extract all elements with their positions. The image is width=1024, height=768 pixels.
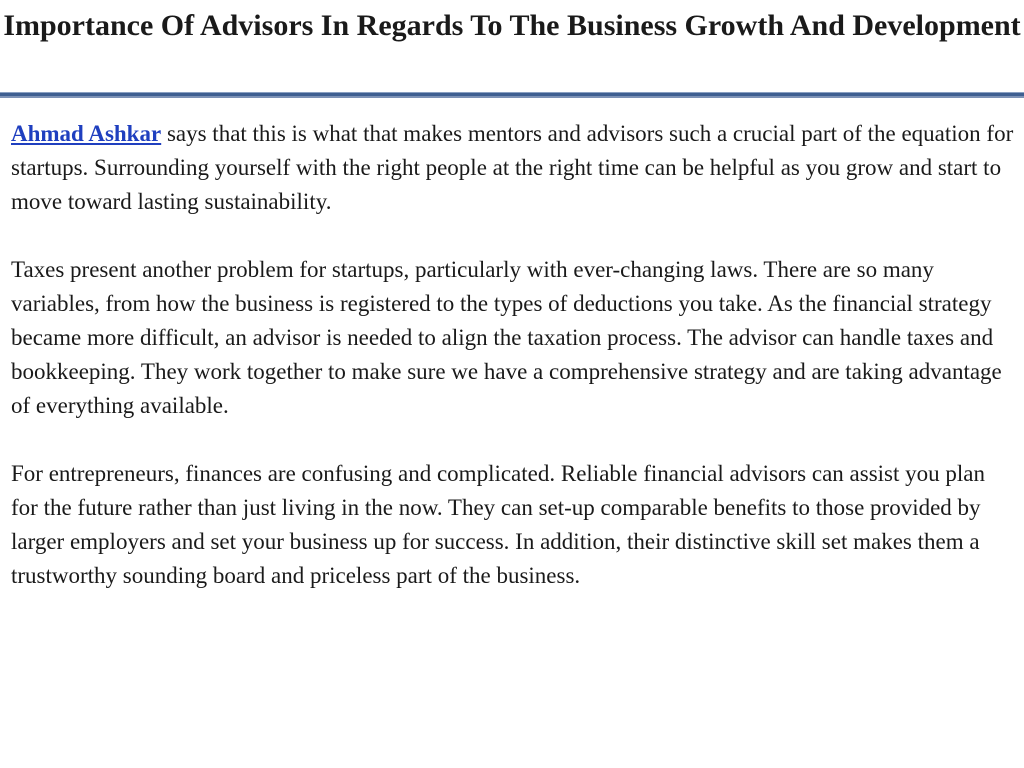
- page-title: Importance Of Advisors In Regards To The Business Growth And Development: [3, 9, 1021, 42]
- paragraph-2: Taxes present another problem for startups, particularly with ever-changing laws. There are so many variables, from how the business is registered to the types of deductions you take. As the financial strategy became more difficult, an advisor is needed to align the taxation process. The advisor can handle taxes and bookkeeping. They work together to make sure we have a comprehensive strategy and are taking advantage of everything available.: [11, 257, 1002, 418]
- slide-body: [11, 117, 1016, 627]
- paragraph-1-text: says that this is what that makes mentors and advisors such a crucial part of the equation for startups. Surrounding yourself with the right people at the right time can be helpful as you grow and start to move toward lasting sustainability.: [11, 121, 1014, 214]
- paragraph-3: For entrepreneurs, finances are confusing and complicated. Reliable financial advisors can assist you plan for the future rather than just living in the now. They can set-up comparable benefits to those provided by larger employers and set your business up for success. In addition, their distinctive skill set makes them a trustworthy sounding board and priceless part of the business.: [11, 461, 985, 588]
- author-link[interactable]: Ahmad Ashkar: [11, 121, 162, 146]
- paragraph-1: [11, 117, 1016, 219]
- title-divider: [0, 92, 1024, 98]
